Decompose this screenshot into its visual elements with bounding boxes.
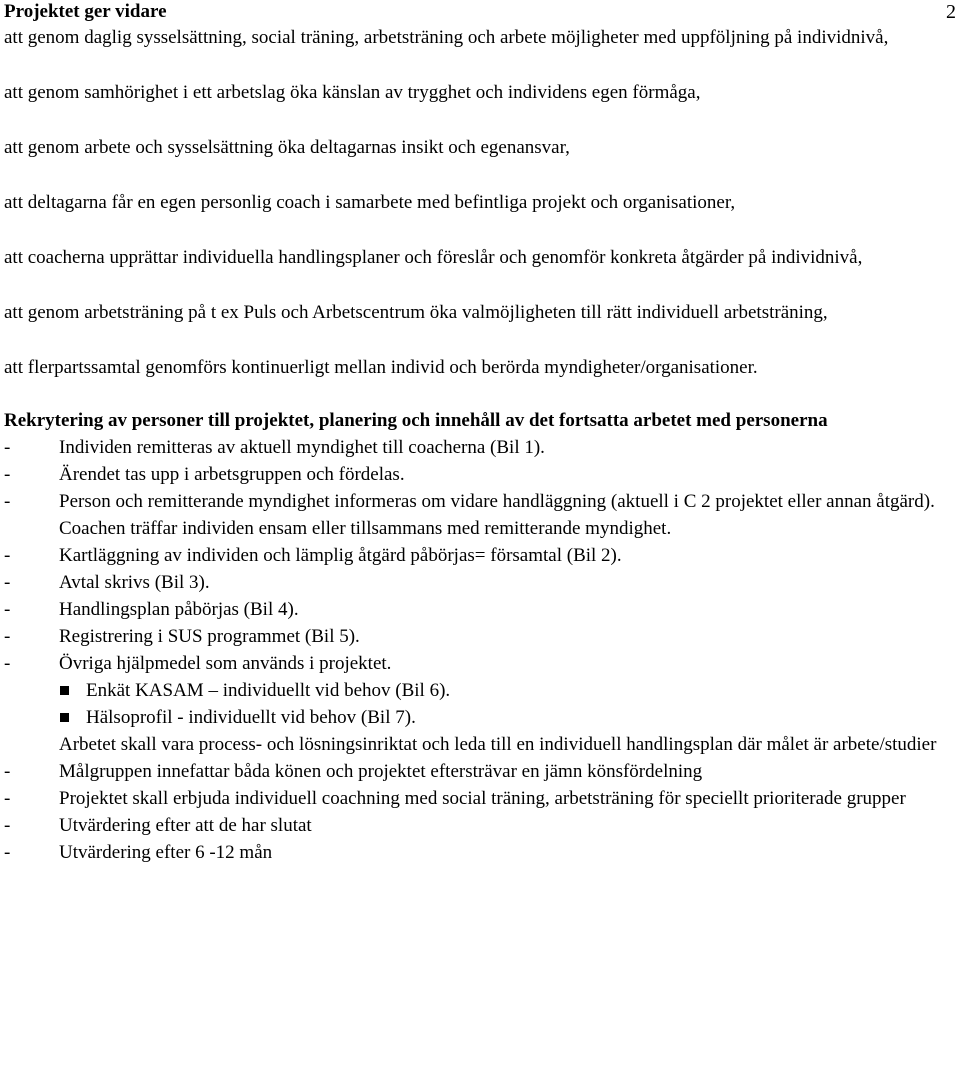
process-note: Arbetet skall vara process- och lösningsinriktat och leda till en individuell handlingsplan där målet är arbete/studier	[59, 734, 937, 755]
list-item	[4, 488, 956, 542]
list-item	[4, 623, 956, 650]
dash-bullet: -	[4, 599, 11, 620]
list-item-text: Övriga hjälpmedel som används i projektet.	[59, 653, 392, 674]
list-item	[4, 461, 956, 488]
dash-bullet: -	[4, 437, 11, 458]
list-item	[4, 839, 956, 866]
dash-bullet: -	[4, 761, 11, 782]
goal-item: att flerpartssamtal genomförs kontinuerligt mellan individ och berörda myndigheter/organisationer.	[4, 357, 758, 378]
goal-item: att genom arbete och sysselsättning öka deltagarnas insikt och egenansvar,	[4, 137, 570, 158]
list-item-text: Individen remitteras av aktuell myndighet till coacherna (Bil 1).	[59, 437, 545, 458]
goal-item: att coacherna upprättar individuella handlingsplaner och föreslår och genomför konkreta åtgärder på individnivå,	[4, 247, 863, 268]
goal-item: att genom arbetsträning på t ex Puls och Arbetscentrum öka valmöjligheten till rätt individuell arbetsträning,	[4, 302, 828, 323]
sub-list-item-text: Enkät KASAM – individuellt vid behov (Bil 6).	[86, 680, 451, 701]
goal-list	[4, 24, 956, 381]
dash-bullet: -	[4, 545, 11, 566]
list-item	[4, 812, 956, 839]
list-item	[4, 785, 956, 812]
dash-bullet: -	[4, 491, 11, 512]
dash-bullet: -	[4, 815, 11, 836]
goal-item: att deltagarna får en egen personlig coach i samarbete med befintliga projekt och organisationer,	[4, 192, 736, 213]
dash-bullet: -	[4, 464, 11, 485]
page-header	[4, 0, 956, 24]
page-title: Projektet ger vidare	[4, 1, 167, 22]
list-item-text: Utvärdering efter 6 -12 mån	[59, 842, 273, 863]
square-bullet-icon	[60, 686, 69, 695]
dash-bullet: -	[4, 842, 11, 863]
dash-bullet: -	[4, 788, 11, 809]
sub-list-item-text: Hälsoprofil - individuellt vid behov (Bil 7).	[86, 707, 416, 728]
sub-list-item	[4, 677, 956, 704]
list-item	[4, 650, 956, 677]
list-item-text: Målgruppen innefattar båda könen och projektet eftersträvar en jämn könsfördelning	[59, 761, 703, 782]
list-item	[4, 542, 956, 569]
list-item-text: Registrering i SUS programmet (Bil 5).	[59, 626, 360, 647]
dash-bullet: -	[4, 626, 11, 647]
goal-item: att genom samhörighet i ett arbetslag öka känslan av trygghet och individens egen förmåga,	[4, 82, 701, 103]
list-item-text: Avtal skrivs (Bil 3).	[59, 572, 210, 593]
list-item	[4, 434, 956, 461]
list-item-text: Kartläggning av individen och lämplig åtgärd påbörjas= församtal (Bil 2).	[59, 545, 622, 566]
section-heading: Rekrytering av personer till projektet, planering och innehåll av det fortsatta arbetet med personerna	[4, 410, 828, 431]
list-item	[4, 596, 956, 623]
dash-bullet: -	[4, 653, 11, 674]
square-bullet-icon	[60, 713, 69, 722]
goal-item: att genom daglig sysselsättning, social träning, arbetsträning och arbete möjligheter med uppföljning på individnivå,	[4, 27, 889, 48]
list-item-text: Handlingsplan påbörjas (Bil 4).	[59, 599, 299, 620]
dash-bullet: -	[4, 572, 11, 593]
process-list	[4, 434, 956, 677]
sub-list-item	[4, 704, 956, 731]
tools-sub-list	[4, 677, 956, 731]
project-list	[4, 758, 956, 866]
list-item-text: Utvärdering efter att de har slutat	[59, 815, 312, 836]
document-page	[4, 0, 956, 866]
list-item	[4, 758, 956, 785]
list-item-text: Person och remitterande myndighet informeras om vidare handläggning (aktuell i C 2 projektet eller annan åtgärd). Coachen träffar individen ensam eller tillsammans med remitterande myndighet.	[59, 491, 935, 539]
page-number: 2	[946, 1, 956, 23]
list-item-text: Projektet skall erbjuda individuell coachning med social träning, arbetsträning för speciellt prioriterade grupper	[59, 788, 906, 809]
list-item	[4, 569, 956, 596]
list-item-text: Ärendet tas upp i arbetsgruppen och fördelas.	[59, 464, 405, 485]
